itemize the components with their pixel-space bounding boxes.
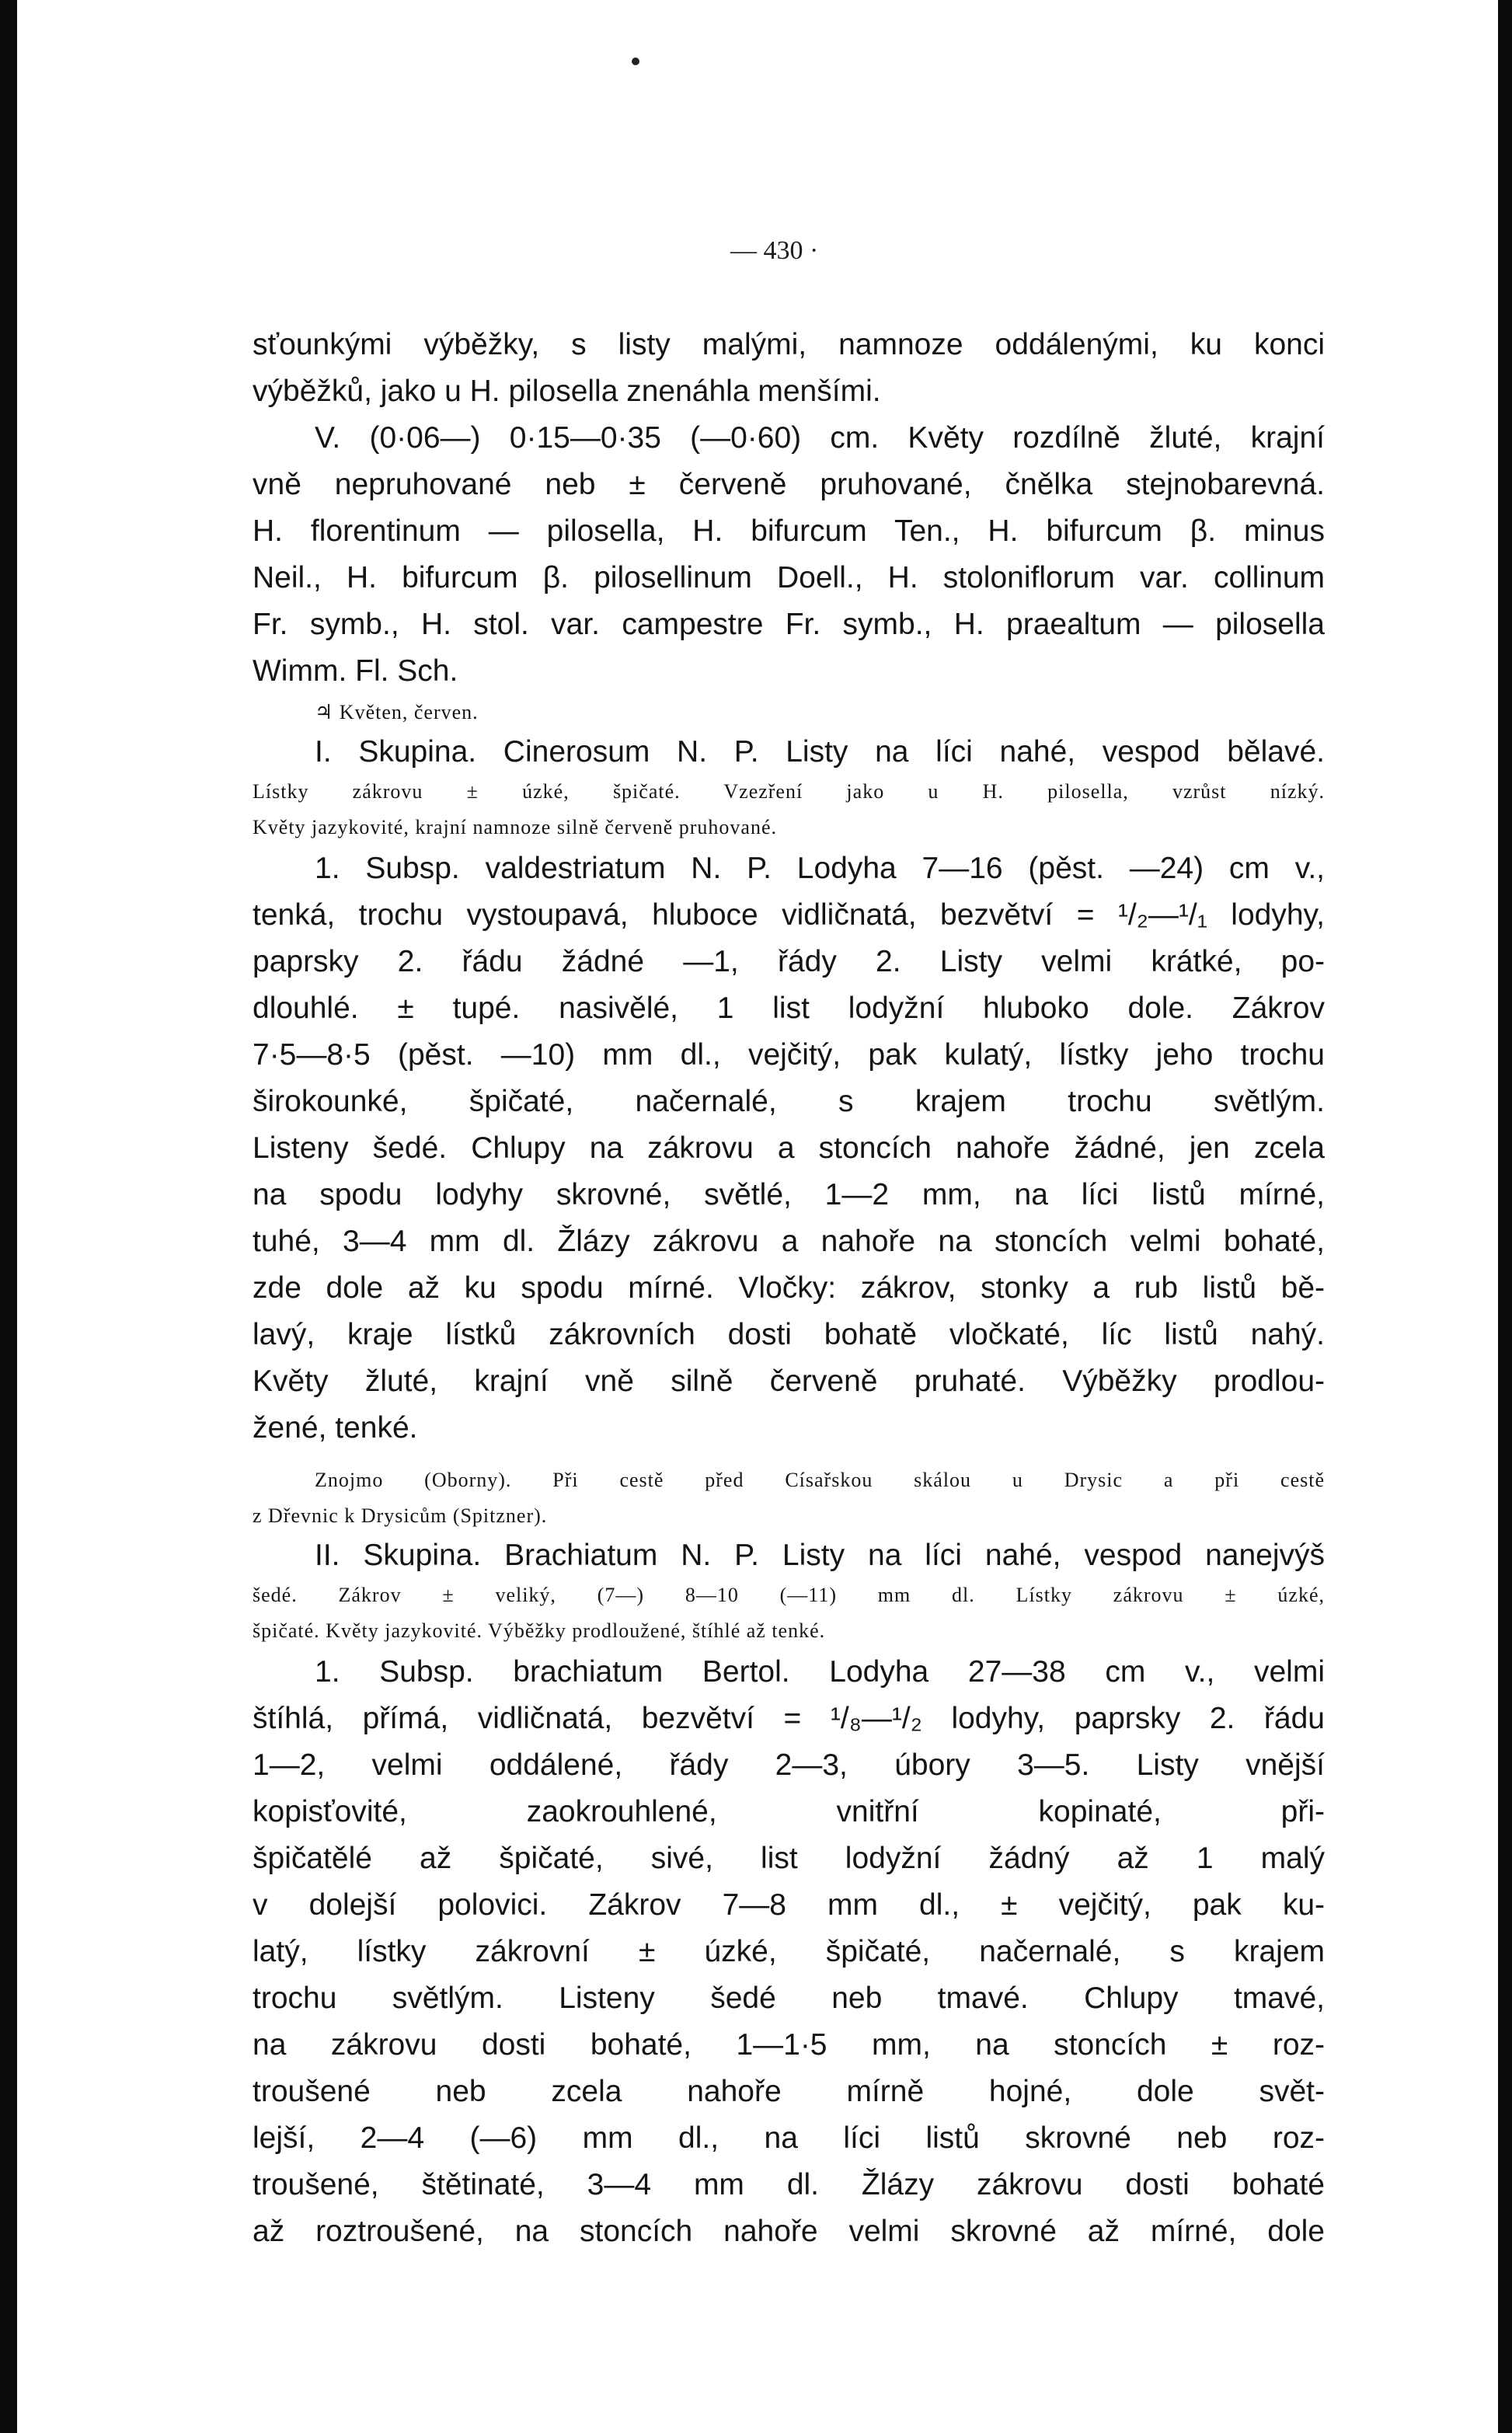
text-line: troušené, štětinaté, 3—4 mm dl. Žlázy zákrovu dosti bohaté	[253, 2168, 1325, 2201]
section-heading: II. Skupina. Brachiatum N. P. Listy na líci nahé, vespod nanejvýš	[315, 1539, 1325, 1572]
flowering-time: ♃ Květen, červen.	[315, 701, 479, 723]
text-line: dlouhlé. ± tupé. nasivělé, 1 list lodyžní hluboko dole. Zákrov	[253, 992, 1325, 1025]
text-line: 7·5—8·5 (pěst. —10) mm dl., vejčitý, pak kulatý, lístky jeho trochu	[253, 1038, 1325, 1072]
text-line: vně nepruhované neb ± červeně pruhované, čnělka stejnobarevná.	[253, 468, 1325, 501]
text-line: kopisťovité, zaokrouhlené, vnitřní kopinaté, při-	[253, 1795, 1325, 1828]
text-line: v dolejší polovici. Zákrov 7—8 mm dl., ± vejčitý, pak ku-	[253, 1888, 1325, 1922]
ink-speck	[632, 58, 639, 65]
text-line: latý, lístky zákrovní ± úzké, špičaté, načernalé, s krajem	[253, 1935, 1325, 1968]
text-line: Lístky zákrovu ± úzké, špičaté. Vzezření jako u H. pilosella, vzrůst nízký.	[253, 780, 1325, 803]
text-line: štíhlá, přímá, vidličnatá, bezvětví = ¹/₈—¹/₂ lodyhy, paprsky 2. řádu	[253, 1702, 1325, 1735]
text-line: až roztroušené, na stoncích nahoře velmi skrovné až mírné, dole	[253, 2215, 1325, 2248]
text-line: na spodu lodyhy skrovné, světlé, 1—2 mm, na líci listů mírné,	[253, 1178, 1325, 1211]
subspecies-heading: 1. Subsp. brachiatum Bertol. Lodyha 27—38 cm v., velmi	[315, 1655, 1325, 1689]
text-line: Květy jazykovité, krajní namnoze silně červeně pruhované.	[253, 816, 777, 838]
text-line: 1—2, velmi oddálené, řády 2—3, úbory 3—5. Listy vnější	[253, 1748, 1325, 1782]
text-line: lavý, kraje lístků zákrovních dosti bohatě vločkaté, líc listů nahý.	[253, 1318, 1325, 1351]
text-line: lejší, 2—4 (—6) mm dl., na líci listů skrovné neb roz-	[253, 2121, 1325, 2155]
scan-border-right	[1498, 0, 1512, 2433]
text-line: žené, tenké.	[253, 1411, 418, 1445]
text-line: širokounké, špičaté, načernalé, s krajem trochu světlým.	[253, 1085, 1325, 1118]
text-line: špičatělé až špičaté, sivé, list lodyžní žádný až 1 malý	[253, 1842, 1325, 1875]
section-heading: I. Skupina. Cinerosum N. P. Listy na líci nahé, vespod bělavé.	[315, 735, 1325, 769]
text-line: trochu světlým. Listeny šedé neb tmavé. Chlupy tmavé,	[253, 1982, 1325, 2015]
text-line: H. florentinum — pilosella, H. bifurcum Ten., H. bifurcum β. minus	[253, 514, 1325, 548]
text-line: zde dole až ku spodu mírné. Vločky: zákrov, stonky a rub listů bě-	[253, 1271, 1325, 1305]
page-number: — 430 ·	[730, 236, 819, 265]
text-line: Wimm. Fl. Sch.	[253, 654, 458, 688]
text-line: tuhé, 3—4 mm dl. Žlázy zákrovu a nahoře na stoncích velmi bohaté,	[253, 1225, 1325, 1258]
text-line: Neil., H. bifurcum β. pilosellinum Doell., H. stoloniflorum var. collinum	[253, 561, 1325, 594]
text-line: špičaté. Květy jazykovité. Výběžky prodloužené, štíhlé až tenké.	[253, 1619, 826, 1642]
text-line: Fr. symb., H. stol. var. campestre Fr. symb., H. praealtum — pilosella	[253, 608, 1325, 641]
locality-note: z Dřevnic k Drysicům (Spitzner).	[253, 1504, 548, 1527]
text-line: Listeny šedé. Chlupy na zákrovu a stoncích nahoře žádné, jen zcela	[253, 1131, 1325, 1165]
text-line: sťounkými výběžky, s listy malými, namnoze oddálenými, ku konci	[253, 328, 1325, 361]
text-line: šedé. Zákrov ± veliký, (7—) 8—10 (—11) mm dl. Lístky zákrovu ± úzké,	[253, 1584, 1325, 1606]
text-line: paprsky 2. řádu žádné —1, řády 2. Listy velmi krátké, po-	[253, 945, 1325, 978]
text-line: V. (0·06—) 0·15—0·35 (—0·60) cm. Květy rozdílně žluté, krajní	[315, 421, 1325, 455]
page-body	[253, 322, 1325, 2255]
scan-border-left	[0, 0, 17, 2433]
text-line: tenká, trochu vystoupavá, hluboce vidličnatá, bezvětví = ¹/₂—¹/₁ lodyhy,	[253, 898, 1325, 932]
text-line: Květy žluté, krajní vně silně červeně pruhaté. Výběžky prodlou-	[253, 1365, 1325, 1398]
text-line: na zákrovu dosti bohaté, 1—1·5 mm, na stoncích ± roz-	[253, 2028, 1325, 2062]
text-line: výběžků, jako u H. pilosella znenáhla menšími.	[253, 375, 881, 408]
text-line: troušené neb zcela nahoře mírně hojné, dole svět-	[253, 2075, 1325, 2108]
locality-note: Znojmo (Oborny). Při cestě před Císařskou skálou u Drysic a při cestě	[315, 1469, 1325, 1491]
subspecies-heading: 1. Subsp. valdestriatum N. P. Lodyha 7—16 (pěst. —24) cm v.,	[315, 852, 1325, 885]
